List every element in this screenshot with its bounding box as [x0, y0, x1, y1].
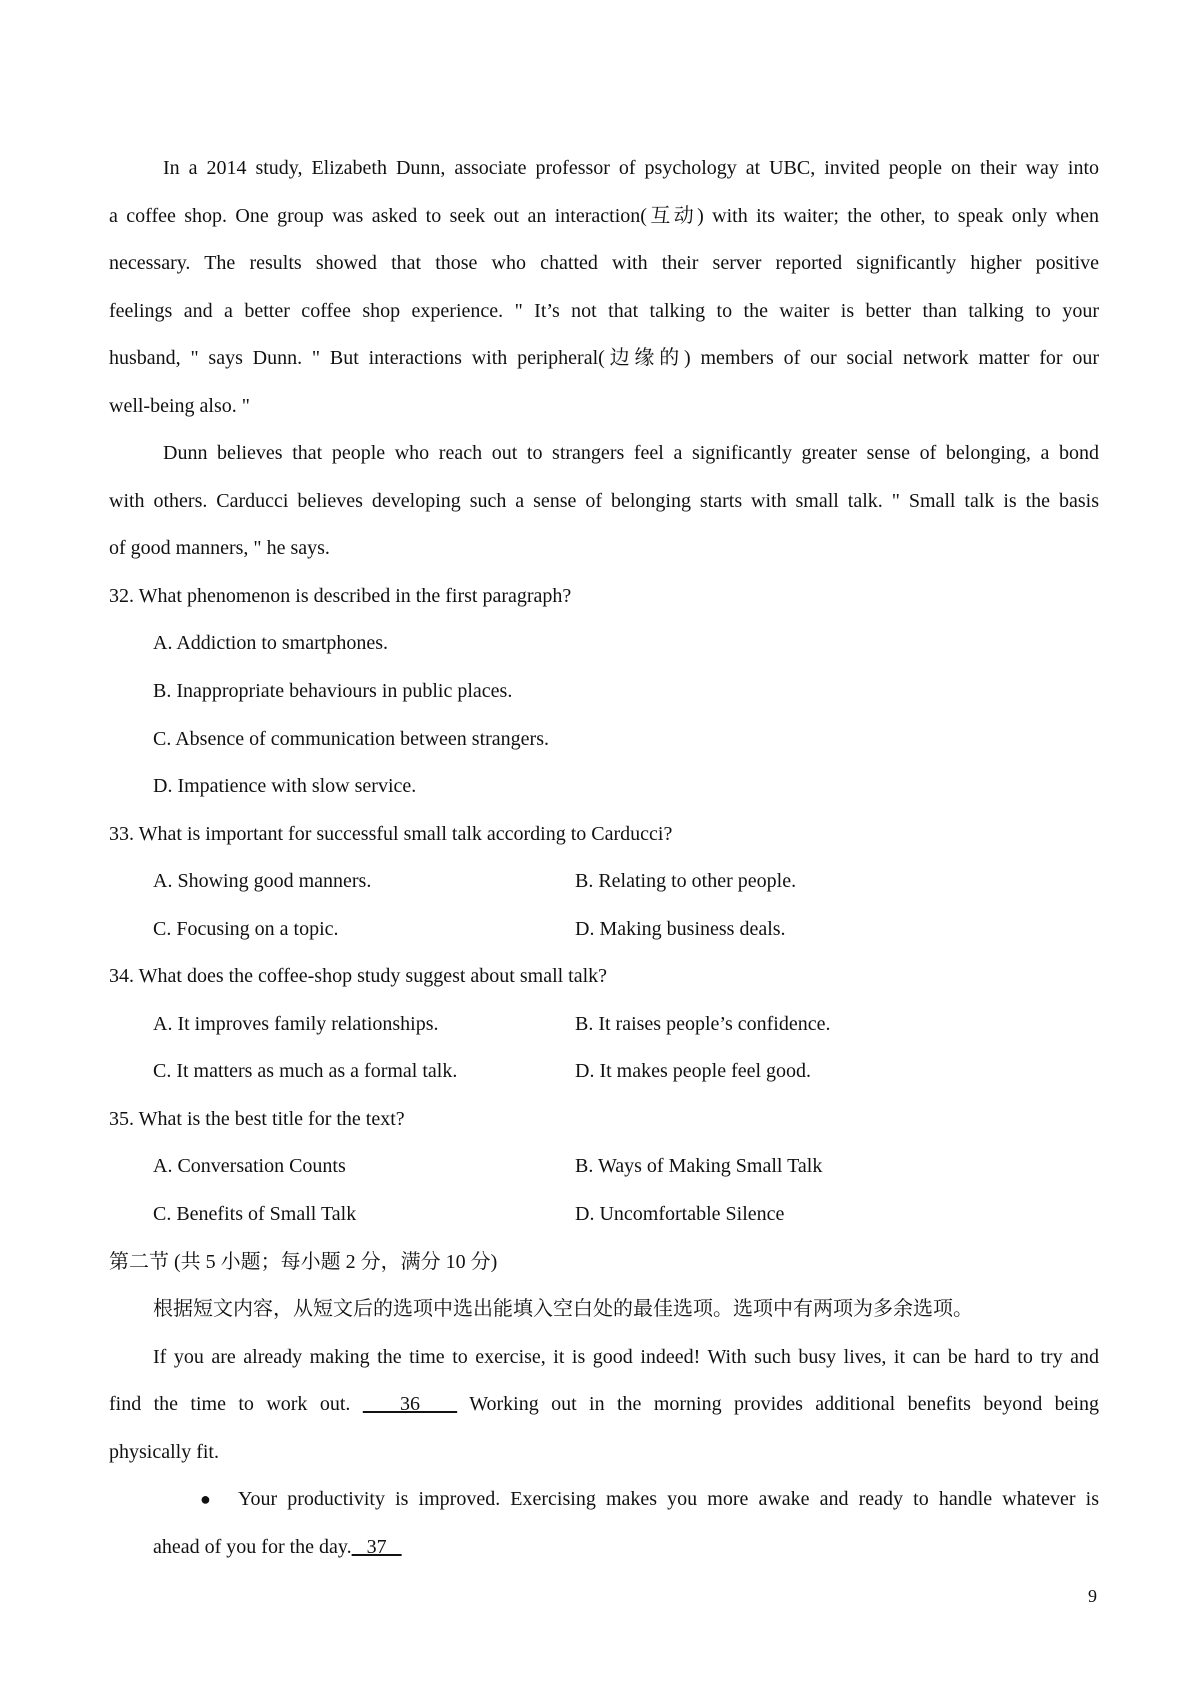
passage-line: Dunn believes that people who reach out to strangers feel a significantly greater sense of belonging, a bond	[163, 442, 1099, 465]
passage-line: necessary. The results showed that those who chatted with their server reported significantly higher positive	[109, 252, 1099, 275]
passage-line: of good manners, " he says.	[109, 537, 330, 560]
passage-line: physically fit.	[109, 1440, 219, 1463]
option-row	[109, 1048, 1099, 1096]
question-32-option-b: B. Inappropriate behaviours in public places.	[153, 680, 513, 703]
bullet-line	[109, 1524, 1099, 1572]
bullet-text: Your productivity is improved. Exercising makes you more awake and ready to handle whatever is	[238, 1488, 1099, 1511]
option-row	[109, 1191, 1099, 1239]
passage-text: Working out in the morning provides additional benefits beyond being	[469, 1393, 1099, 1416]
question-34-option-a: A. It improves family relationships.	[153, 1012, 439, 1035]
passage-line: a coffee shop. One group was asked to seek out an interaction(互动) with its waiter; the other, to speak only when	[109, 204, 1099, 227]
question-34-option-b: B. It raises people’s confidence.	[575, 1012, 831, 1035]
question-35-option-a: A. Conversation Counts	[153, 1155, 346, 1178]
question-35-option-b: B. Ways of Making Small Talk	[575, 1155, 823, 1178]
question-32-option-d: D. Impatience with slow service.	[153, 775, 417, 798]
question-33-option-b: B. Relating to other people.	[575, 870, 797, 893]
option-row	[109, 1001, 1099, 1049]
section-instruction: 根据短文内容，从短文后的选项中选出能填入空白处的最佳选项。选项中有两项为多余选项。	[153, 1298, 973, 1321]
option-row	[109, 858, 1099, 906]
bullet-line	[109, 1476, 1099, 1524]
question-33-stem: 33. What is important for successful small talk according to Carducci?	[109, 822, 673, 845]
question-34-stem: 34. What does the coffee-shop study suggest about small talk?	[109, 965, 608, 988]
passage-line	[109, 1381, 1099, 1429]
passage-line: In a 2014 study, Elizabeth Dunn, associate professor of psychology at UBC, invited people on their way into	[163, 157, 1099, 179]
question-32-option-a: A. Addiction to smartphones.	[153, 632, 388, 655]
section-heading: 第二节 (共 5 小题；每小题 2 分，满分 10 分)	[109, 1250, 498, 1273]
option-row	[109, 1143, 1099, 1191]
question-34-option-d: D. It makes people feel good.	[575, 1060, 812, 1083]
passage-line: with others. Carducci believes developing such a sense of belonging starts with small talk. " Small talk is the basis	[109, 489, 1099, 512]
passage-text: find the time to work out.	[109, 1393, 351, 1416]
question-33-option-a: A. Showing good manners.	[153, 870, 372, 893]
document-page	[109, 145, 1099, 1571]
passage-line: husband, " says Dunn. " But interactions with peripheral(边缘的) members of our social network matter for our	[109, 347, 1099, 370]
question-34-option-c: C. It matters as much as a formal talk.	[153, 1060, 458, 1083]
page-number: 9	[1088, 1586, 1097, 1606]
passage-line: well-being also. "	[109, 394, 250, 417]
blank-36: 36	[362, 1393, 458, 1416]
question-33-option-d: D. Making business deals.	[575, 917, 786, 940]
question-33-option-c: C. Focusing on a topic.	[153, 917, 339, 940]
question-35-option-d: D. Uncomfortable Silence	[575, 1203, 785, 1226]
bullet-icon: ●	[200, 1489, 211, 1510]
passage-line: If you are already making the time to exercise, it is good indeed! With such busy lives, it can be hard to try and	[153, 1345, 1099, 1368]
option-row	[109, 906, 1099, 954]
question-32-stem: 32. What phenomenon is described in the first paragraph?	[109, 584, 572, 607]
question-35-stem: 35. What is the best title for the text?	[109, 1107, 405, 1130]
blank-37: 37	[351, 1535, 402, 1558]
bullet-text: ahead of you for the day.	[153, 1535, 352, 1558]
passage-line: feelings and a better coffee shop experience. " It’s not that talking to the waiter is better than talking to your	[109, 299, 1099, 322]
question-35-option-c: C. Benefits of Small Talk	[153, 1203, 357, 1226]
question-32-option-c: C. Absence of communication between strangers.	[153, 727, 549, 750]
